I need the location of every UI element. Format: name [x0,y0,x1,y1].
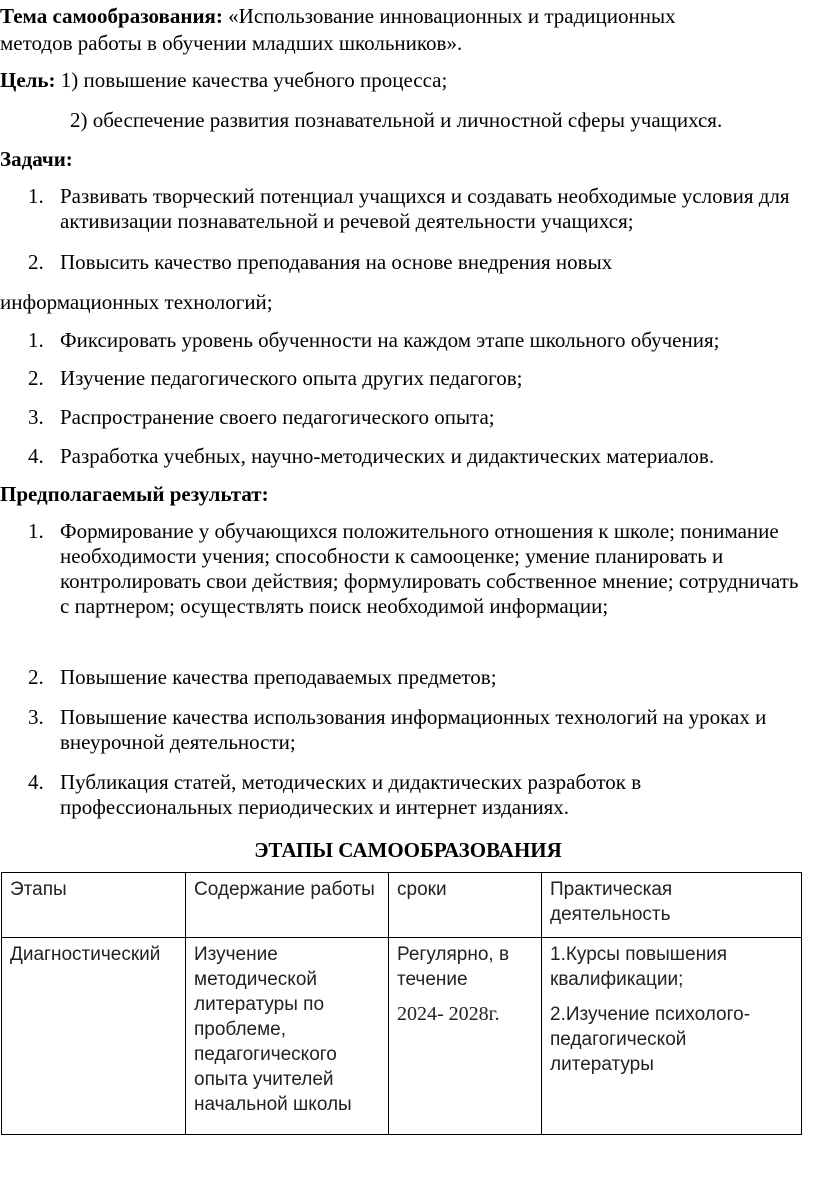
list-item [0,184,816,236]
list-item-number: 3. [28,405,44,429]
list-item-text: Формирование у обучающихся положительного отношения к школе; понимание необходимости учения; способности к самооценке; умение планировать и контролировать свои действия; формулировать собственное мнение; сотрудничать с партнером; осуществлять поиск необходимой информации; [60,519,799,618]
table-header-row [2,873,802,938]
term-cell [389,938,542,1135]
tasks-heading: Задачи: [0,147,73,171]
topic-text: «Использование инновационных и традиционных [222,4,676,28]
result-heading: Предполагаемый результат: [0,482,269,506]
goal-label: Цель: [0,68,56,92]
table-header-cell: Практическая деятельность [542,873,802,938]
list-item-text: Повысить качество преподавания на основе внедрения новых [60,250,613,274]
practice-item-1: 1.Курсы повышения квалификации; [550,944,728,990]
list-item-text: Фиксировать уровень обученности на каждом этапе школьного обучения; [60,328,720,352]
list-item-text: Повышение качества преподаваемых предметов; [60,665,497,689]
term-line-1: Регулярно, в течение [397,944,510,990]
list-item-number: 2. [28,250,44,274]
list-item-text: Публикация статей, методических и дидактических разработок в профессиональных периодических и интернет изданиях. [60,770,642,819]
tasks-continuation: информационных технологий; [0,290,273,314]
term-line-2: 2024- 2028г. [397,1003,500,1025]
goal-line [0,68,447,93]
practice-cell [542,938,802,1135]
table-header-cell: сроки [389,873,542,938]
table-header-cell: Содержание работы [186,873,389,938]
list-item [0,328,816,354]
topic-label: Тема самообразования: [0,4,223,28]
list-item-text: Повышение качества использования информационных технологий на уроках и внеурочной деятельности; [60,705,767,754]
list-item-number: 2. [28,665,44,689]
list-item [0,250,816,276]
list-item [0,705,816,757]
list-item [0,519,816,649]
list-item-text: Разработка учебных, научно-методических и дидактических материалов. [60,444,715,468]
table-header-cell: Этапы [2,873,186,938]
topic-line [0,4,676,29]
list-item-number: 3. [28,705,44,729]
list-item-number: 1. [28,184,44,208]
topic-text-continuation: методов работы в обучении младших школьников». [0,31,463,55]
list-item-number: 4. [28,770,44,794]
stages-table [1,872,802,1135]
list-item-text: Развивать творческий потенциал учащихся и создавать необходимые условия для активизации познавательной и речевой деятельности учащихся; [60,184,790,233]
stage-cell: Диагностический [2,938,186,1135]
list-item [0,665,816,691]
table-row [2,938,802,1135]
list-item [0,366,816,392]
list-item-number: 2. [28,366,44,390]
list-item-number: 1. [28,519,44,543]
list-item [0,770,816,822]
list-item-text: Распространение своего педагогического опыта; [60,405,495,429]
list-item [0,405,816,431]
list-item [0,444,816,470]
list-item-text: Изучение педагогического опыта других педагогов; [60,366,523,390]
content-cell: Изучение методической литературы по проблеме, педагогического опыта учителей начальной школы [186,938,389,1135]
practice-item-2: 2.Изучение психолого-педагогической литературы [550,1004,751,1075]
stages-title: ЭТАПЫ САМООБРАЗОВАНИЯ [254,838,562,862]
goal-item-2: 2) обеспечение развития познавательной и личностной сферы учащихся. [70,108,723,132]
goal-item-1: 1) повышение качества учебного процесса; [55,68,448,92]
list-item-number: 1. [28,328,44,352]
list-item-number: 4. [28,444,44,468]
